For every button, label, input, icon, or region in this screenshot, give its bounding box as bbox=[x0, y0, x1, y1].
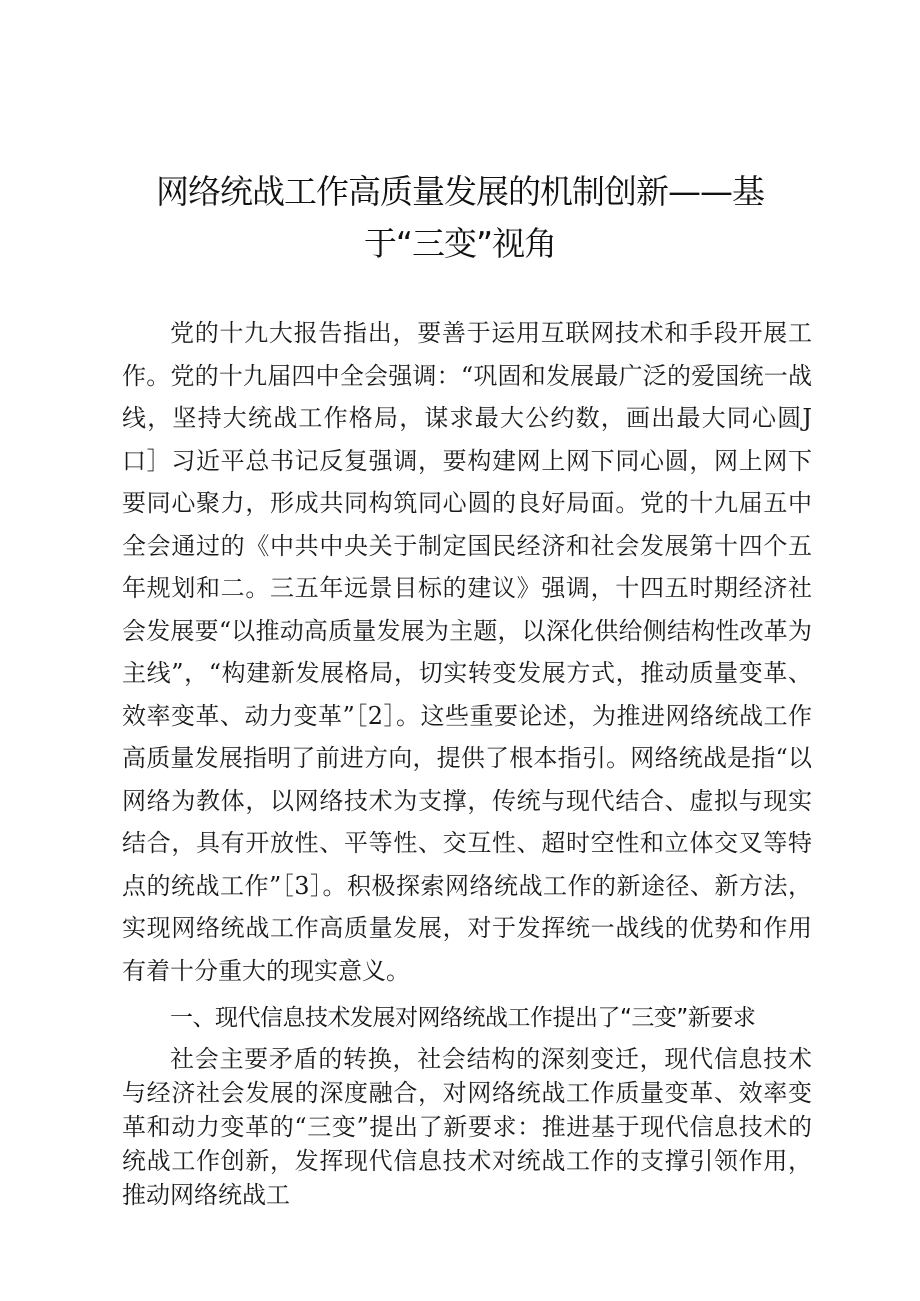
document-body bbox=[122, 312, 812, 1212]
document-title: 网络统战工作高质量发展的机制创新——基于“三变”视角 bbox=[156, 172, 764, 263]
section-paragraph: 社会主要矛盾的转换，社会结构的深刻变迁，现代信息技术与经济社会发展的深度融合，对网络统战工作质量变革、效率变革和动力变革的“三变”提出了新要求：推进基于现代信息技术的统战工作创新，发挥现代信息技术对统战工作的支撑引领作用，推动网络统战工 bbox=[122, 1045, 812, 1209]
intro-paragraph: 党的十九大报告指出，要善于运用互联网技术和手段开展工作。党的十九届四中全会强调：“巩固和发展最广泛的爱国统一战线，坚持大统战工作格局，谋求最大公约数，画出最大同心圆J口］习近平总书记反复强调，要构建网上网下同心圆，网上网下要同心聚力，形成共同构筑同心圆的良好局面。党的十九届五中全会通过的《中共中央关于制定国民经济和社会发展第十四个五年规划和二。三五年远景目标的建议》强调，十四五时期经济社会发展要“以推动高质量发展为主题，以深化供给侧结构性改革为主线”，“构建新发展格局，切实转变发展方式，推动质量变革、效率变革、动力变革”［2］。这些重要论述，为推进网络统战工作高质量发展指明了前进方向，提供了根本指引。网络统战是指“以网络为教体，以网络技术为支撑，传统与现代结合、虚拟与现实结合，具有开放性、平等性、交互性、超时空性和立体交叉等特点的统战工作”［3］。积极探索网络统战工作的新途径、新方法，实现网络统战工作高质量发展，对于发挥统一战线的优势和作用有着十分重大的现实意义。 bbox=[122, 319, 812, 985]
section-heading: 一、现代信息技术发展对网络统战工作提出了“三变”新要求 bbox=[170, 1005, 756, 1031]
